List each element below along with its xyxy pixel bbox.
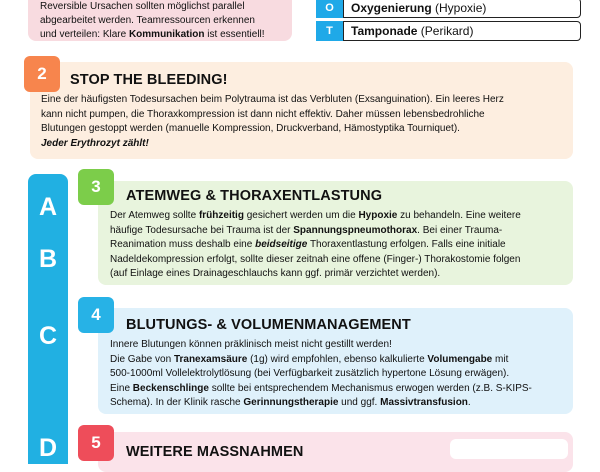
section-body: Eine der häufigsten Todesursachen beim Polytrauma ist das Verbluten (Exsanguination). Ein leeres Herz kann nicht pumpen, die Thoraxkompression ist dann nicht effektiv. Daher müssen lebensbedrohliche Blutungen gestoppt werden (manuelle Kompression, Druckverband, Hämostyptika Tourniquet). Jeder Erythrozyt zählt! [41,94,504,149]
section-body: Der Atemweg sollte frühzeitig gesichert werden um die Hypoxie zu behandeln. Eine weitere häufige Todesursache bei Trauma ist der Spannungspneumothorax. Bei einer Trauma- Reanimation muss deshalb eine beidseitige Thoraxentlastung erfolgen. Falls eine initiale Nadeldekompression erfolgt, sollte dieser zeitnah eine offene (Finger-) Thorakostomie folgen (auf Einlage eines Drainageschlauchs kann ggf. primär verzichtet werden). [110,210,521,279]
abcd-letter-a: A [38,193,58,221]
cause-item-tamponade [316,21,574,41]
cause-label: Tamponade (Perikard) [343,21,581,41]
section-title: STOP THE BLEEDING! [70,72,228,88]
cause-label: Oxygenierung (Hypoxie) [343,0,581,18]
intro-note-text: Reversible Ursachen sollten möglichst parallel abgearbeitet werden. Teamressourcen erkennen und verteilen: Klare Kommunikation ist essentiell! [40,1,265,40]
section-number-badge: 3 [78,169,114,205]
section-title: WEITERE MASSNAHMEN [126,444,304,460]
cause-letter-badge: O [316,0,343,18]
section-number-badge: 4 [78,297,114,333]
abcd-letter-c: C [38,322,58,350]
abcd-letter-d: D [38,434,58,462]
section-body: Innere Blutungen können präklinisch meist nicht gestillt werden! Die Gabe von Tranexamsäure (1g) wird empfohlen, ebenso kalkulierte Volumengabe mit 500-1000ml Vollelektrolytlösung (bei Verfügbarkeit zusätzlich hypertone Lösung erwägen). Eine Beckenschlinge sollte bei entsprechendem Mechanismus erwogen werden (z.B. S-KIPS- Schema). In der Klinik rasche Gerinnungstherapie und ggf. Massivtransfusion. [110,339,532,408]
cause-item-oxygenierung [316,0,574,18]
section-title: ATEMWEG & THORAXENTLASTUNG [126,188,383,204]
intro-note-box [28,0,292,41]
abcd-bar [28,174,68,464]
cause-letter-badge: T [316,21,343,41]
section-number-badge: 2 [24,56,60,92]
section-number-badge: 5 [78,425,114,461]
section-inner-box [450,439,568,459]
section-title: BLUTUNGS- & VOLUMENMANAGEMENT [126,317,411,333]
abcd-letter-b: B [38,245,58,273]
